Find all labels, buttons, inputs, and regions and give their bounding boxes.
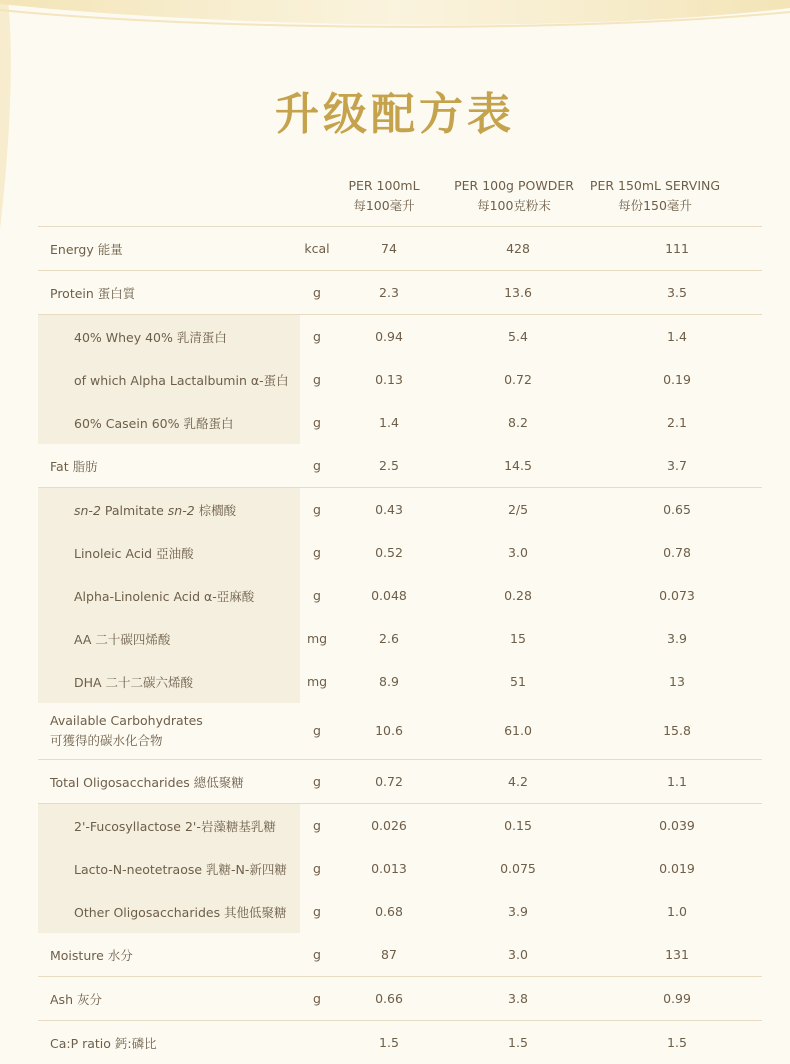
value-per-100ml: 2.3 <box>334 271 444 315</box>
row-label: 60% Casein 60% 乳酪蛋白 <box>38 401 300 444</box>
value-per-100ml: 0.72 <box>334 760 444 804</box>
row-unit: g <box>300 890 334 933</box>
table-row <box>38 760 762 804</box>
row-unit: g <box>300 847 334 890</box>
value-per-100g: 14.5 <box>444 444 592 488</box>
table-row <box>38 977 762 1021</box>
value-per-100g: 51 <box>444 660 592 703</box>
label-italic: sn-2 <box>74 503 101 518</box>
value-per-100g: 0.075 <box>444 847 592 890</box>
table-row <box>38 401 762 444</box>
row-unit: g <box>300 531 334 574</box>
value-per-100g: 13.6 <box>444 271 592 315</box>
value-per-100ml: 0.013 <box>334 847 444 890</box>
value-per-150ml: 3.5 <box>592 271 762 315</box>
value-per-150ml: 3.9 <box>592 617 762 660</box>
table-row <box>38 1021 762 1064</box>
value-per-100g: 428 <box>444 227 592 271</box>
table-row <box>38 660 762 703</box>
row-label: Energy 能量 <box>38 227 300 271</box>
row-label: Lacto-N-neotetraose 乳糖-N-新四糖 <box>38 847 300 890</box>
row-unit: g <box>300 574 334 617</box>
value-per-100ml: 1.4 <box>334 401 444 444</box>
value-per-150ml: 0.99 <box>592 977 762 1021</box>
row-label: Ash 灰分 <box>38 977 300 1021</box>
table-row <box>38 933 762 977</box>
value-per-150ml: 1.4 <box>592 315 762 359</box>
row-label: 40% Whey 40% 乳清蛋白 <box>38 315 300 359</box>
column-header-per-150ml-serving <box>584 176 726 216</box>
label-italic: sn-2 <box>168 503 195 518</box>
value-per-100g: 2/5 <box>444 488 592 532</box>
table-row <box>38 227 762 271</box>
value-per-100g: 0.15 <box>444 804 592 848</box>
value-per-100g: 5.4 <box>444 315 592 359</box>
row-label: AA 二十碳四烯酸 <box>38 617 300 660</box>
row-label-en: Available Carbohydrates <box>50 711 300 731</box>
value-per-100ml: 10.6 <box>334 703 444 760</box>
row-unit: g <box>300 358 334 401</box>
value-per-100ml: 0.94 <box>334 315 444 359</box>
row-label <box>38 703 300 760</box>
page-title: 升级配方表 <box>0 78 790 142</box>
value-per-100g: 3.9 <box>444 890 592 933</box>
row-label: Other Oligosaccharides 其他低聚糖 <box>38 890 300 933</box>
row-unit: kcal <box>300 227 334 271</box>
value-per-100g: 15 <box>444 617 592 660</box>
value-per-100g: 8.2 <box>444 401 592 444</box>
value-per-100g: 1.5 <box>444 1021 592 1064</box>
row-unit: g <box>300 703 334 760</box>
row-label: DHA 二十二碳六烯酸 <box>38 660 300 703</box>
table-row <box>38 703 762 760</box>
value-per-150ml: 2.1 <box>592 401 762 444</box>
label-rest: 棕櫚酸 <box>195 503 236 518</box>
value-per-150ml: 1.0 <box>592 890 762 933</box>
row-unit: g <box>300 804 334 848</box>
row-label: Fat 脂肪 <box>38 444 300 488</box>
row-label: Linoleic Acid 亞油酸 <box>38 531 300 574</box>
value-per-150ml: 131 <box>592 933 762 977</box>
column-header-en: PER 100g POWDER <box>446 176 582 196</box>
row-unit: mg <box>300 617 334 660</box>
value-per-100ml: 0.68 <box>334 890 444 933</box>
value-per-100ml: 8.9 <box>334 660 444 703</box>
value-per-100g: 3.0 <box>444 933 592 977</box>
table-row <box>38 315 762 359</box>
value-per-100ml: 2.6 <box>334 617 444 660</box>
row-label: 2'-Fucosyllactose 2'-岩藻糖基乳糖 <box>38 804 300 848</box>
row-label: Total Oligosaccharides 總低聚糖 <box>38 760 300 804</box>
row-unit: g <box>300 488 334 532</box>
column-header-zh: 每份150毫升 <box>584 196 726 216</box>
row-unit: g <box>300 315 334 359</box>
value-per-100ml: 0.52 <box>334 531 444 574</box>
table-row <box>38 271 762 315</box>
column-header-per-100g-powder <box>446 176 582 216</box>
value-per-150ml: 111 <box>592 227 762 271</box>
row-label: Protein 蛋白質 <box>38 271 300 315</box>
value-per-150ml: 0.19 <box>592 358 762 401</box>
value-per-100g: 3.8 <box>444 977 592 1021</box>
column-header-zh: 每100克粉末 <box>446 196 582 216</box>
table-row <box>38 358 762 401</box>
row-unit: g <box>300 444 334 488</box>
value-per-100g: 4.2 <box>444 760 592 804</box>
row-label: Alpha-Linolenic Acid α-亞麻酸 <box>38 574 300 617</box>
value-per-100g: 3.0 <box>444 531 592 574</box>
value-per-150ml: 15.8 <box>592 703 762 760</box>
row-unit: g <box>300 977 334 1021</box>
label-mid: Palmitate <box>101 503 168 518</box>
value-per-150ml: 13 <box>592 660 762 703</box>
column-header-en: PER 150mL SERVING <box>584 176 726 196</box>
value-per-100ml: 1.5 <box>334 1021 444 1064</box>
value-per-100ml: 0.43 <box>334 488 444 532</box>
value-per-100ml: 87 <box>334 933 444 977</box>
table-row <box>38 804 762 848</box>
table-row <box>38 488 762 532</box>
table-row <box>38 531 762 574</box>
row-label: Moisture 水分 <box>38 933 300 977</box>
value-per-150ml: 0.78 <box>592 531 762 574</box>
value-per-100ml: 0.026 <box>334 804 444 848</box>
value-per-100g: 0.28 <box>444 574 592 617</box>
nutrition-table <box>38 226 762 1064</box>
row-unit: g <box>300 401 334 444</box>
value-per-100ml: 0.66 <box>334 977 444 1021</box>
value-per-100g: 0.72 <box>444 358 592 401</box>
row-label: of which Alpha Lactalbumin α-蛋白 <box>38 358 300 401</box>
column-header-per-100ml <box>334 176 434 216</box>
row-unit <box>300 1021 334 1064</box>
value-per-150ml: 0.073 <box>592 574 762 617</box>
column-header-zh: 每100毫升 <box>334 196 434 216</box>
row-unit: g <box>300 760 334 804</box>
value-per-100ml: 0.13 <box>334 358 444 401</box>
table-row <box>38 890 762 933</box>
value-per-100ml: 0.048 <box>334 574 444 617</box>
value-per-150ml: 3.7 <box>592 444 762 488</box>
row-unit: mg <box>300 660 334 703</box>
value-per-150ml: 0.019 <box>592 847 762 890</box>
row-label: Ca:P ratio 鈣:磷比 <box>38 1021 300 1064</box>
value-per-100g: 61.0 <box>444 703 592 760</box>
table-row <box>38 847 762 890</box>
value-per-150ml: 0.65 <box>592 488 762 532</box>
value-per-100ml: 2.5 <box>334 444 444 488</box>
column-header-en: PER 100mL <box>334 176 434 196</box>
row-label <box>38 488 300 532</box>
value-per-150ml: 0.039 <box>592 804 762 848</box>
table-row <box>38 617 762 660</box>
value-per-150ml: 1.5 <box>592 1021 762 1064</box>
row-label-zh: 可獲得的碳水化合物 <box>50 731 300 751</box>
value-per-100ml: 74 <box>334 227 444 271</box>
table-row <box>38 574 762 617</box>
row-unit: g <box>300 933 334 977</box>
table-row <box>38 444 762 488</box>
row-unit: g <box>300 271 334 315</box>
value-per-150ml: 1.1 <box>592 760 762 804</box>
